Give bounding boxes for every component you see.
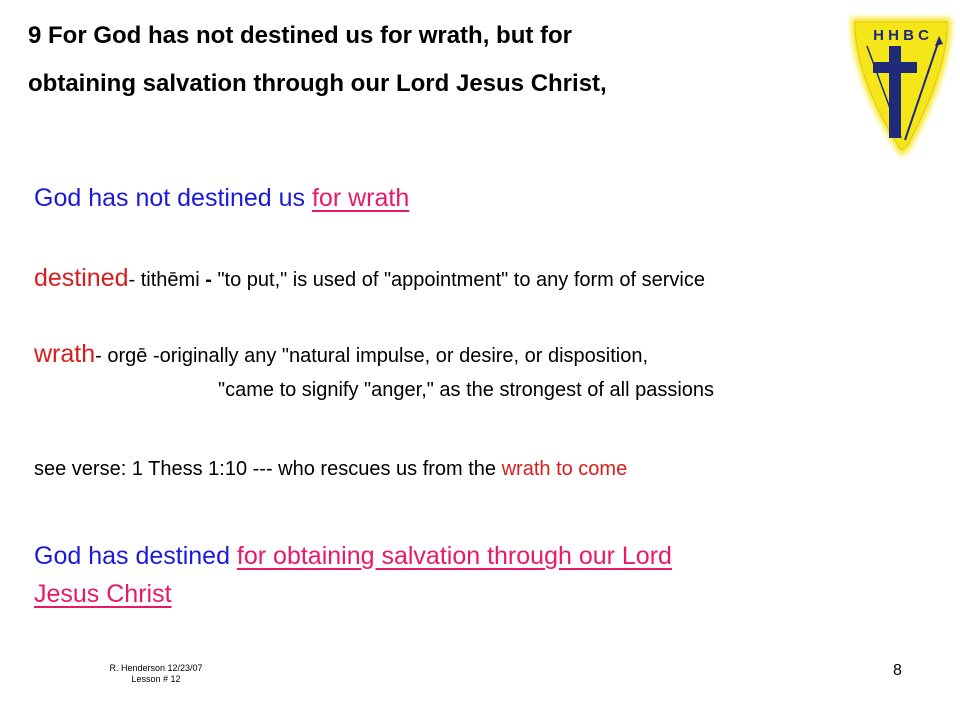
statement-2-highlight-2: Jesus Christ xyxy=(34,580,172,608)
footer-author: R. Henderson 12/23/07 xyxy=(109,663,203,673)
statement-2-text: God has destined xyxy=(34,542,237,570)
destined-dash: - xyxy=(205,269,218,291)
destined-greek: tithēmi xyxy=(140,269,206,291)
destined-definition xyxy=(34,264,705,293)
see-verse-text: see verse: 1 Thess 1:10 --- who rescues us from the xyxy=(34,458,502,480)
statement-destined-for-salvation-line-1 xyxy=(34,542,672,571)
wrath-definition-line-2: "came to signify "anger," as the strongest of all passions xyxy=(218,379,715,401)
wrath-definition-text: - orgē -originally any "natural impulse, or desire, or disposition, xyxy=(95,345,649,367)
statement-not-destined-for-wrath xyxy=(34,184,409,213)
page-number: 8 xyxy=(893,662,902,679)
see-verse-highlight: wrath to come xyxy=(501,458,628,480)
wrath-definition-line-1 xyxy=(34,340,648,369)
statement-1-highlight: for wrath xyxy=(311,184,410,212)
church-cross-logo xyxy=(847,10,955,160)
statement-1-text: God has not destined us xyxy=(34,184,312,212)
footer-credit xyxy=(96,663,216,685)
destined-separator: - xyxy=(128,269,141,291)
logo-letters: H H B C xyxy=(873,27,929,44)
wrath-term: wrath xyxy=(34,340,96,368)
statement-destined-for-salvation-line-2 xyxy=(34,580,172,609)
destined-definition-text: "to put," is used of "appointment" to any form of service xyxy=(217,269,705,291)
footer-lesson: Lesson # 12 xyxy=(131,674,181,684)
destined-term: destined xyxy=(34,264,129,292)
verse-heading-line-1: 9 For God has not destined us for wrath, but for xyxy=(28,22,573,49)
verse-heading-line-2: obtaining salvation through our Lord Jesus Christ, xyxy=(28,70,607,97)
see-verse-reference xyxy=(34,458,627,481)
statement-2-highlight-1: for obtaining salvation through our Lord xyxy=(236,542,672,570)
